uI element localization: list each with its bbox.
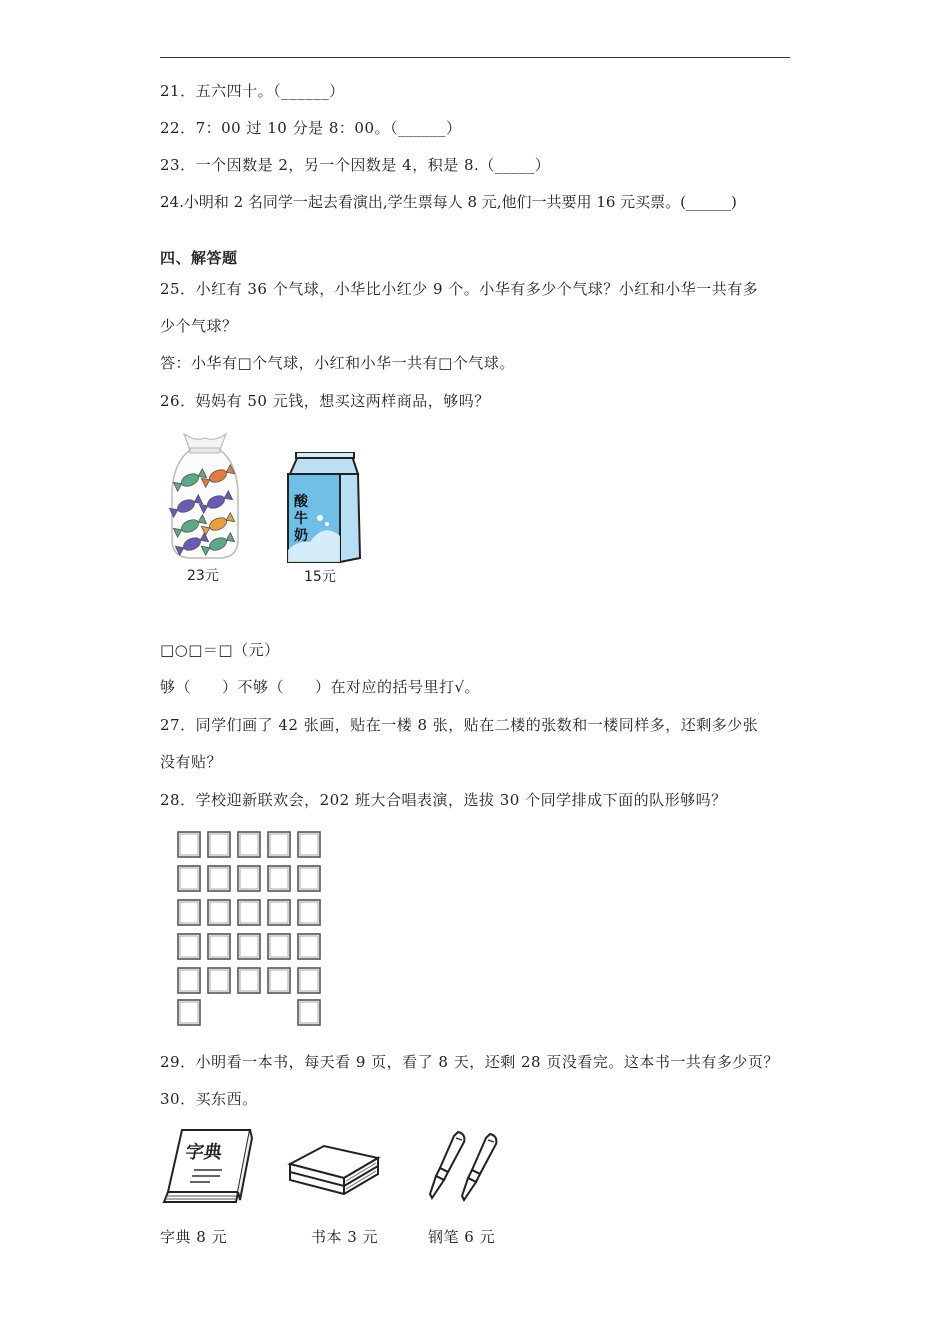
question-26-choice: 够（ ）不够（ ）在对应的括号里打√。: [160, 678, 481, 696]
yogurt-carton-icon: [282, 452, 364, 566]
milk-price: 15元: [304, 569, 336, 585]
books-icon: [284, 1140, 384, 1195]
item-dictionary-price: 字典 8 元: [160, 1228, 228, 1246]
dictionary-icon: [160, 1126, 255, 1206]
question-24: 24.小明和 2 名同学一起去看演出,学生票每人 8 元,他们一共要用 16 元买票。(______): [160, 193, 737, 211]
question-25-line1: 25．小红有 36 个气球，小华比小红少 9 个。小华有多少个气球？小红和小华一共有多: [160, 280, 759, 298]
milk-label-char-1: 酸: [294, 494, 308, 510]
question-26-formula: □○□＝□（元）: [160, 641, 280, 659]
candy-price: 23元: [187, 568, 219, 584]
question-27-line2: 没有贴？: [160, 753, 223, 771]
formation-grid: [172, 828, 327, 1028]
question-30: 30．买东西。: [160, 1090, 258, 1108]
question-23: 23．一个因数是 2，另一个因数是 4，积是 8.（_____）: [160, 156, 551, 174]
milk-label-char-3: 奶: [294, 528, 308, 544]
question-21: 21．五六四十。（______）: [160, 82, 345, 100]
question-25-line2: 少个气球？: [160, 317, 238, 335]
section-heading: 四、解答题: [160, 249, 238, 267]
dictionary-cover-title: 字典: [184, 1142, 224, 1163]
item-book-price: 书本 3 元: [311, 1228, 379, 1246]
question-29: 29．小明看一本书，每天看 9 页，看了 8 天，还剩 28 页没看完。这本书一共有多少页？: [160, 1053, 779, 1071]
question-26: 26．妈妈有 50 元钱，想买这两样商品，够吗？: [160, 392, 490, 410]
question-28: 28．学校迎新联欢会，202 班大合唱表演，选拔 30 个同学排成下面的队形够吗？: [160, 791, 727, 809]
question-27-line1: 27．同学们画了 42 张画，贴在一楼 8 张，贴在二楼的张数和一楼同样多，还剩多少张: [160, 716, 759, 734]
item-pen-price: 钢笔 6 元: [428, 1228, 496, 1246]
candy-bag-icon: [160, 428, 250, 563]
fountain-pens-icon: [418, 1128, 503, 1206]
question-25-answer: 答：小华有□个气球，小红和小华一共有□个气球。: [160, 354, 515, 372]
question-22: 22．7：00 过 10 分是 8：00。（______）: [160, 119, 462, 137]
milk-label-char-2: 牛: [294, 511, 308, 527]
header-rule: [160, 57, 790, 58]
